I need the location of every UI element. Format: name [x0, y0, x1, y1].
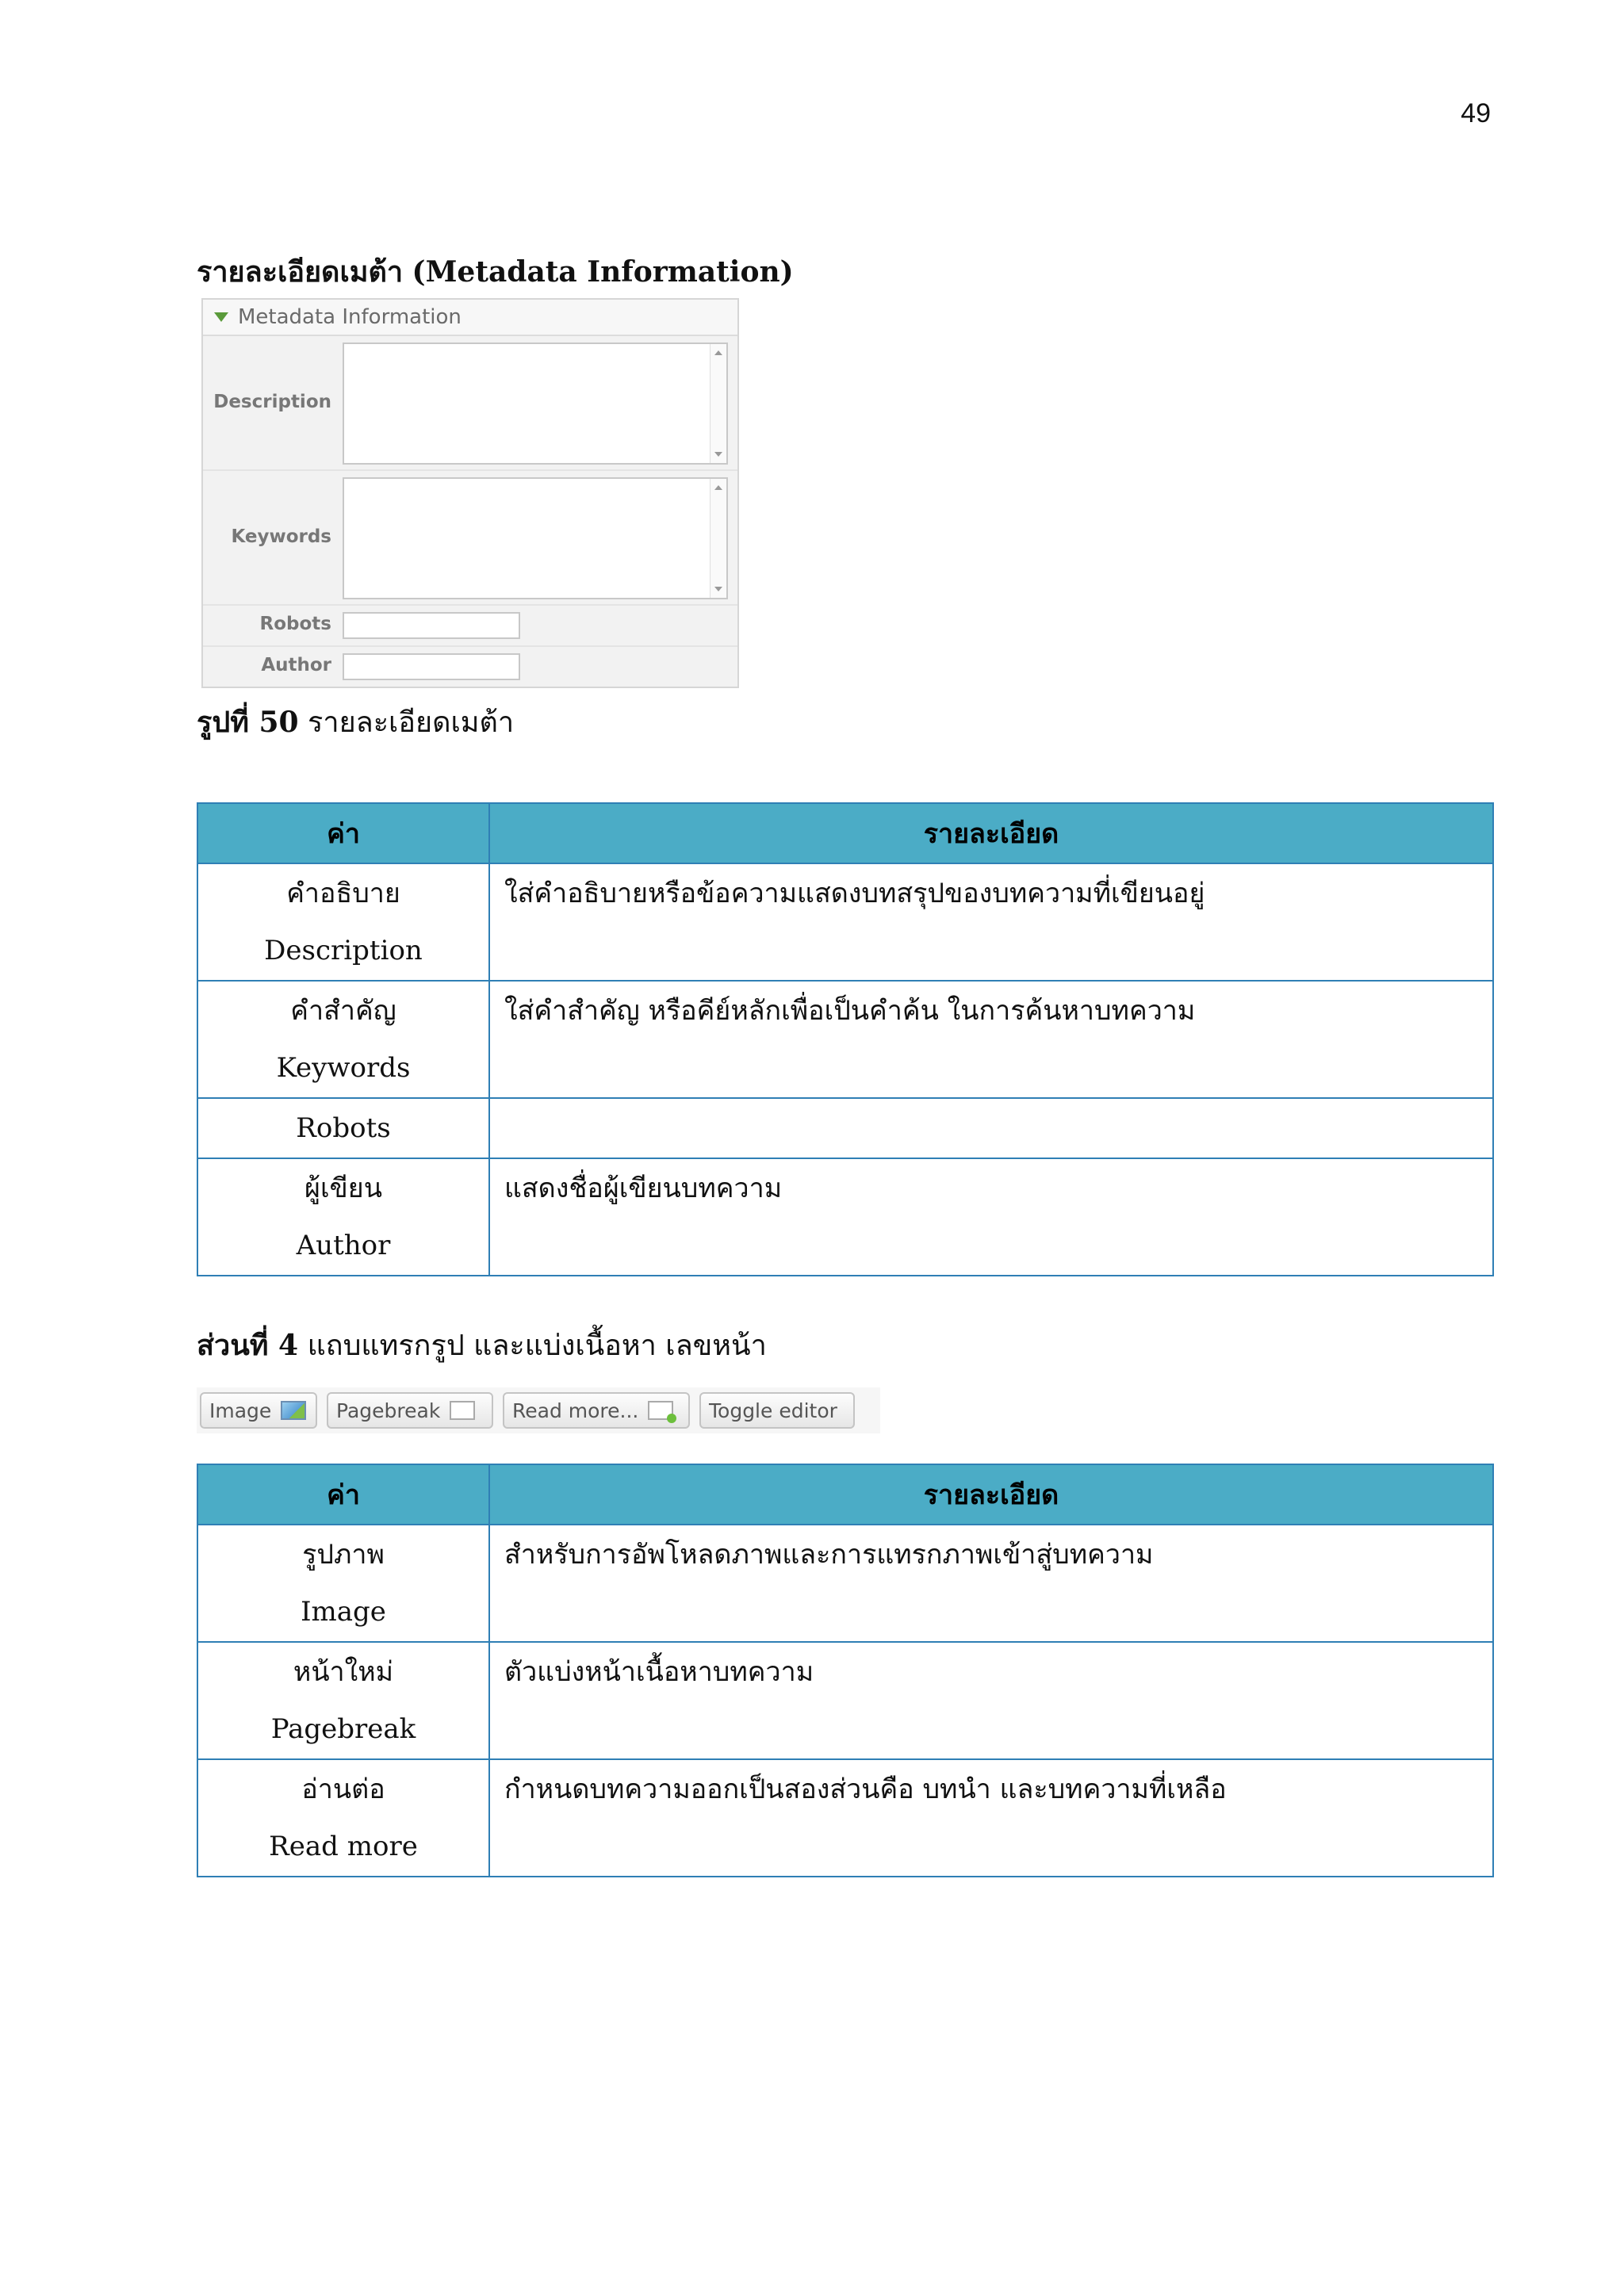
- key-thai: ผู้เขียน: [304, 1173, 382, 1204]
- pagebreak-button: [327, 1392, 493, 1429]
- table-cell-detail: กำหนดบทความออกเป็นสองส่วนคือ บทนำ และบทความที่เหลือ: [489, 1759, 1493, 1877]
- table-cell-detail: ใส่คำอธิบายหรือข้อความแสดงบทสรุปของบทความที่เขียนอยู่: [489, 863, 1493, 981]
- robots-label: Robots: [259, 614, 331, 634]
- author-label: Author: [261, 655, 331, 675]
- metadata-heading-en: (Metadata Information): [412, 255, 794, 289]
- key-english: Author: [296, 1230, 391, 1261]
- table-cell-key: [197, 1158, 489, 1276]
- table-cell-detail: [489, 1098, 1493, 1158]
- metadata-panel-header: [203, 300, 737, 336]
- figure-caption: [197, 699, 514, 744]
- key-thai: อ่านต่อ: [301, 1774, 385, 1805]
- keywords-textarea: [343, 477, 728, 599]
- toolbar-table: [197, 1464, 1494, 1877]
- metadata-heading: [197, 249, 794, 294]
- readmore-icon: [648, 1401, 673, 1420]
- table-header-row: [197, 1464, 1493, 1525]
- author-input: [343, 653, 520, 680]
- image-icon: [281, 1401, 306, 1420]
- robots-row: [203, 606, 737, 647]
- description-row: [203, 336, 737, 471]
- header-detail: รายละเอียด: [489, 1464, 1493, 1525]
- table-row: [197, 863, 1493, 981]
- pagebreak-button-label: Pagebreak: [336, 1399, 441, 1422]
- table-cell-key: [197, 1525, 489, 1642]
- key-english: Robots: [296, 1112, 391, 1144]
- readmore-button: [503, 1392, 690, 1429]
- key-english: Pagebreak: [270, 1713, 416, 1745]
- caption-text: รายละเอียดเมต้า: [308, 706, 515, 739]
- key-english: Keywords: [276, 1052, 411, 1084]
- header-detail: รายละเอียด: [489, 803, 1493, 863]
- table-row: [197, 1098, 1493, 1158]
- key-english: Read more: [269, 1831, 418, 1862]
- editor-toolbar-screenshot: [197, 1387, 880, 1433]
- header-key: ค่า: [197, 1464, 489, 1525]
- table-cell-key: [197, 1759, 489, 1877]
- header-key: ค่า: [197, 803, 489, 863]
- table-cell-detail: สำหรับการอัพโหลดภาพและการแทรกภาพเข้าสู่บทความ: [489, 1525, 1493, 1642]
- page-number: 49: [1461, 98, 1491, 128]
- collapse-triangle-icon: [214, 312, 228, 322]
- table-cell-detail: ใส่คำสำคัญ หรือคีย์หลักเพื่อเป็นคำค้น ในการค้นหาบทความ: [489, 981, 1493, 1098]
- table-row: [197, 1158, 1493, 1276]
- table-row: [197, 1642, 1493, 1759]
- toggle-editor-button-label: Toggle editor: [709, 1399, 837, 1422]
- table-cell-key: [197, 1642, 489, 1759]
- key-thai: หน้าใหม่: [293, 1656, 394, 1688]
- table-row: [197, 981, 1493, 1098]
- key-thai: รูปภาพ: [302, 1539, 385, 1571]
- pagebreak-icon: [450, 1401, 475, 1420]
- key-english: Description: [264, 935, 423, 966]
- metadata-heading-thai: รายละเอียดเมต้า: [197, 255, 404, 289]
- scrollbar: [710, 479, 726, 598]
- scrollbar: [710, 344, 726, 463]
- section4-heading-text: แถบแทรกรูป และแบ่งเนื้อหา เลขหน้า: [307, 1330, 767, 1362]
- section4-heading: [197, 1322, 767, 1368]
- table-cell-key: [197, 981, 489, 1098]
- table-row: [197, 1525, 1493, 1642]
- metadata-panel-title: Metadata Information: [238, 305, 462, 329]
- section4-heading-bold: ส่วนที่ 4: [197, 1329, 299, 1362]
- image-button: [200, 1392, 317, 1429]
- table-cell-detail: ตัวแบ่งหน้าเนื้อหาบทความ: [489, 1642, 1493, 1759]
- key-english: Image: [301, 1596, 386, 1628]
- robots-input: [343, 612, 520, 639]
- description-textarea: [343, 342, 728, 465]
- keywords-row: [203, 471, 737, 606]
- metadata-table: [197, 802, 1494, 1276]
- table-cell-key: [197, 1098, 489, 1158]
- table-row: [197, 1759, 1493, 1877]
- author-row: [203, 647, 737, 685]
- table-cell-key: [197, 863, 489, 981]
- key-thai: คำอธิบาย: [286, 878, 400, 909]
- caption-label: รูปที่ 50: [197, 706, 299, 739]
- description-label: Description: [213, 392, 331, 412]
- toggle-editor-button: [699, 1392, 855, 1429]
- keywords-label: Keywords: [231, 526, 331, 547]
- table-cell-detail: แสดงชื่อผู้เขียนบทความ: [489, 1158, 1493, 1276]
- table-header-row: [197, 803, 1493, 863]
- readmore-button-label: Read more...: [512, 1399, 639, 1422]
- key-thai: คำสำคัญ: [290, 995, 396, 1027]
- image-button-label: Image: [209, 1399, 272, 1422]
- metadata-screenshot: [201, 298, 739, 688]
